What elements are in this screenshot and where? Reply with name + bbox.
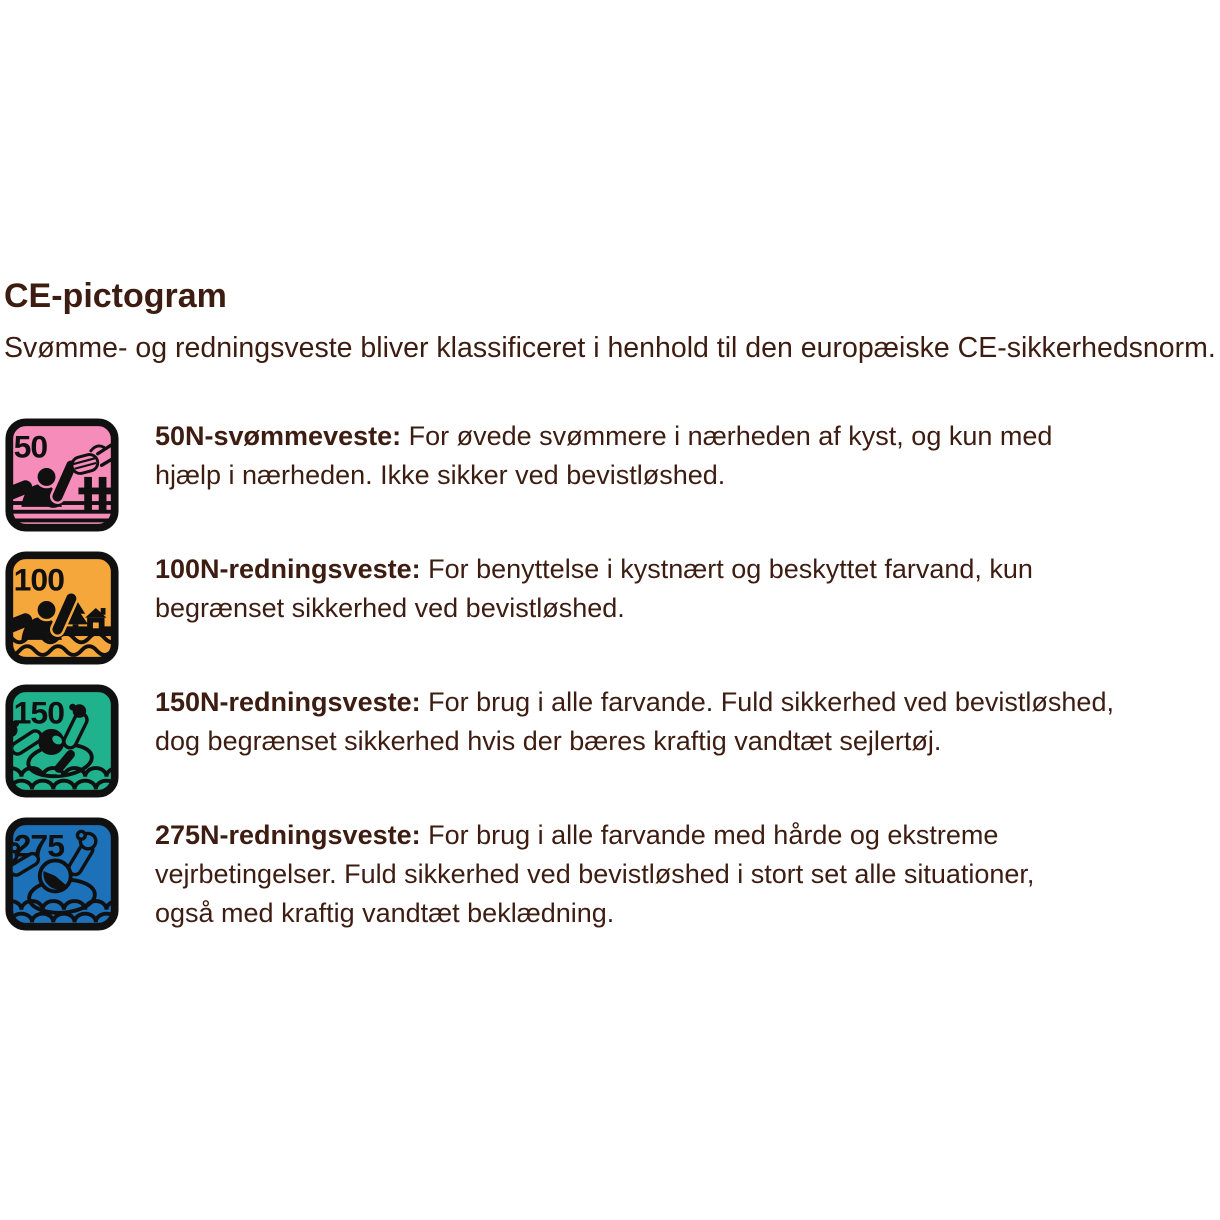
pictogram-row-100n bbox=[4, 550, 1220, 666]
badge-50: 50 bbox=[13, 428, 48, 465]
badge-275: 275 bbox=[13, 827, 64, 864]
pictogram-label-50n: 50N-svømmeveste: bbox=[155, 421, 402, 451]
pictogram-row-50n bbox=[4, 417, 1220, 533]
page-title: CE-pictogram bbox=[4, 277, 227, 315]
pictogram-description-275n: 275N-redningsveste: For brug i alle farvande med hårde og ekstreme vejrbetingelser. Fuld sikkerhed ved bevistløshed i stort set alle situationer, også med kraftig vandtæt beklædning. bbox=[155, 820, 1035, 928]
pictogram-label-150n: 150N-redningsveste: bbox=[155, 687, 421, 717]
ce-pictogram-page bbox=[4, 0, 1220, 950]
swimmer-near-coast-icon bbox=[4, 550, 120, 666]
pictogram-label-100n: 100N-redningsveste: bbox=[155, 554, 421, 584]
pictogram-row-150n bbox=[4, 683, 1220, 799]
pictogram-description-50n: 50N-svømmeveste: For øvede svømmere i nærheden af kyst, og kun med hjælp i nærheden. Ikke sikker ved bevistløshed. bbox=[155, 421, 1053, 490]
person-floating-on-back-waves-icon bbox=[4, 683, 120, 799]
pictogram-row-275n bbox=[4, 816, 1220, 933]
badge-150: 150 bbox=[13, 694, 64, 731]
pictogram-label-275n: 275N-redningsveste: bbox=[155, 820, 421, 850]
pictogram-description-100n: 100N-redningsveste: For benyttelse i kystnært og beskyttet farvand, kun begrænset sikkerhed ved bevistløshed. bbox=[155, 554, 1033, 623]
badge-100: 100 bbox=[13, 561, 64, 598]
pictogram-list bbox=[4, 417, 1220, 933]
pictogram-description-150n: 150N-redningsveste: For brug i alle farvande. Fuld sikkerhed ved bevistløshed, dog begrænset sikkerhed hvis der bæres kraftig vandtæt sejlertøj. bbox=[155, 687, 1114, 756]
person-floating-heavy-weather-icon bbox=[4, 816, 120, 932]
swimmer-helping-hand-pier-icon bbox=[4, 417, 120, 533]
page-subtitle: Svømme- og redningsveste bliver klassificeret i henhold til den europæiske CE-sikkerhedsnorm. bbox=[4, 332, 1216, 364]
